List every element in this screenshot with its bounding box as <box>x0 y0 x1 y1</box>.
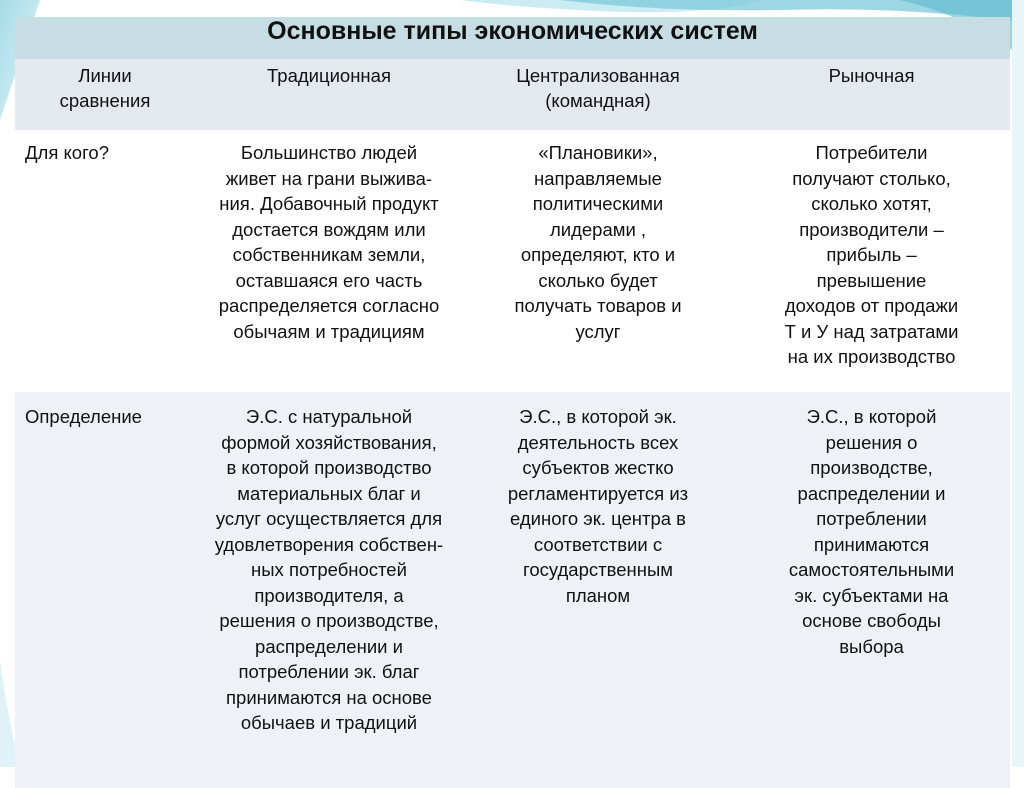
row-label-definition: Определение <box>15 392 195 788</box>
column-header-comparison: Линии сравнения <box>15 59 195 130</box>
cell-traditional-definition: Э.С. с натуральной формой хозяйствования, в которой производство материальных благ и услуг осуществляется для удовлетворения собствен- ных потребностей производителя, а решения о производстве, распределении и потреблении эк. благ принимаются на основе обычаев и традиций <box>195 392 463 788</box>
table-row <box>15 392 1010 788</box>
cell-traditional-for-whom: Большинство людей живет на грани выжива- ния. Добавочный продукт достается вождям или собственникам земли, оставшаяся его часть распределяется согласно обычаям и традициям <box>195 130 463 392</box>
column-header-traditional: Традиционная <box>195 59 463 130</box>
cell-market-for-whom: Потребители получают столько, сколько хотят, производители – прибыль – превышение доходов от продажи Т и У над затратами на их производство <box>733 130 1010 392</box>
title-row <box>15 17 1010 59</box>
comparison-table <box>15 17 1010 788</box>
column-header-centralized: Централизованная (командная) <box>463 59 733 130</box>
table-title: Основные типы экономических систем <box>15 17 1010 59</box>
cell-market-definition: Э.С., в которой решения о производстве, распределении и потреблении принимаются самостоятельными эк. субъектами на основе свободы выбора <box>733 392 1010 788</box>
cell-centralized-for-whom: «Плановики», направляемые политическими лидерами , определяют, кто и сколько будет получать товаров и услуг <box>463 130 733 392</box>
header-row <box>15 59 1010 130</box>
row-label-for-whom: Для кого? <box>15 130 195 392</box>
column-header-market: Рыночная <box>733 59 1010 130</box>
table-row <box>15 130 1010 392</box>
cell-centralized-definition: Э.С., в которой эк. деятельность всех субъектов жестко регламентируется из единого эк. центра в соответствии с государственным планом <box>463 392 733 788</box>
